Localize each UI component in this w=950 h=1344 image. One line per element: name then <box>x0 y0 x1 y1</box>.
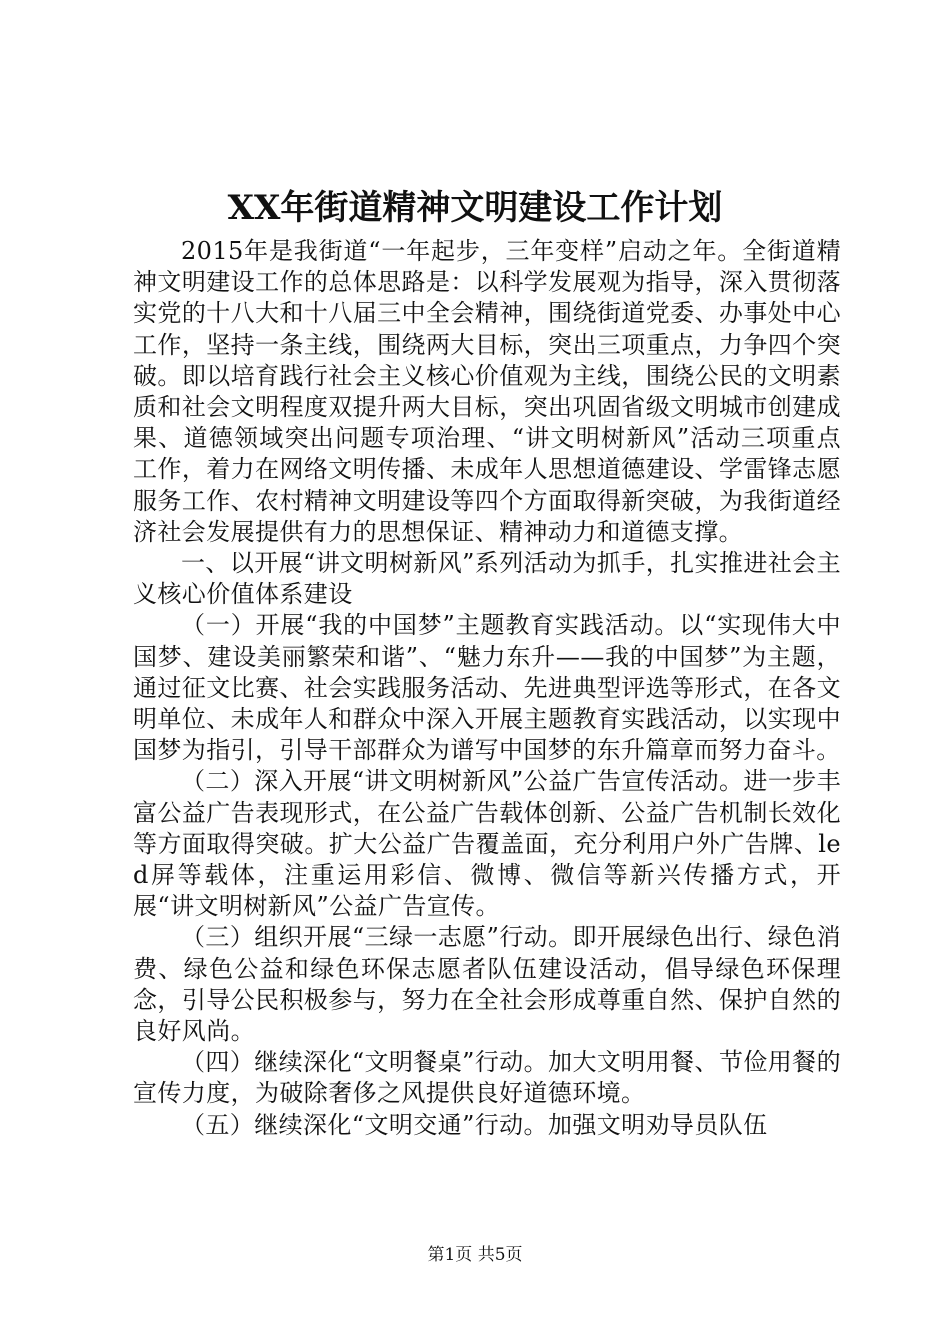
document-title: XX年街道精神文明建设工作计划 <box>227 188 723 228</box>
paragraph-item-four: （四）继续深化“文明餐桌”行动。加大文明用餐、节俭用餐的宣传力度，为破除奢侈之风提供良好道德环境。 <box>133 1048 841 1108</box>
paragraph-item-one: （一）开展“我的中国梦”主题教育实践活动。以“实现伟大中国梦、建设美丽繁荣和谐”、“魅力东升——我的中国梦”为主题，通过征文比赛、社会实践服务活动、先进典型评选等形式，在各文明单位、未成年人和群众中深入开展主题教育实践活动，以实现中国梦为指引，引导干部群众为谱写中国梦的东升篇章而努力奋斗。 <box>133 611 841 765</box>
paragraph-item-three: （三）组织开展“三绿一志愿”行动。即开展绿色出行、绿色消费、绿色公益和绿色环保志愿者队伍建设活动，倡导绿色环保理念，引导公民积极参与，努力在全社会形成尊重自然、保护自然的良好风尚。 <box>133 923 841 1046</box>
paragraph-item-two: （二）深入开展“讲文明树新风”公益广告宣传活动。进一步丰富公益广告表现形式，在公益广告载体创新、公益广告机制长效化等方面取得突破。扩大公益广告覆盖面，充分利用户外广告牌、led屏等载体，注重运用彩信、微博、微信等新兴传播方式，开展“讲文明树新风”公益广告宣传。 <box>133 767 841 921</box>
paragraph-section-one-heading: 一、以开展“讲文明树新风”系列活动为抓手，扎实推进社会主义核心价值体系建设 <box>133 549 841 609</box>
paragraph-item-five: （五）继续深化“文明交通”行动。加强文明劝导员队伍 <box>181 1110 768 1139</box>
document-body <box>133 236 841 1141</box>
page-number-footer: 第1页 共5页 <box>427 1245 523 1265</box>
paragraph-intro: 2015年是我街道“一年起步，三年变样”启动之年。全街道精神文明建设工作的总体思路是：以科学发展观为指导，深入贯彻落实党的十八大和十八届三中全会精神，围绕街道党委、办事处中心工作，坚持一条主线，围绕两大目标，突出三项重点，力争四个突破。即以培育践行社会主义核心价值观为主线，围绕公民的文明素质和社会文明程度双提升两大目标，突出巩固省级文明城市创建成果、道德领域突出问题专项治理、“讲文明树新风”活动三项重点工作，着力在网络文明传播、未成年人思想道德建设、学雷锋志愿服务工作、农村精神文明建设等四个方面取得新突破，为我街道经济社会发展提供有力的思想保证、精神动力和道德支撑。 <box>133 237 841 546</box>
